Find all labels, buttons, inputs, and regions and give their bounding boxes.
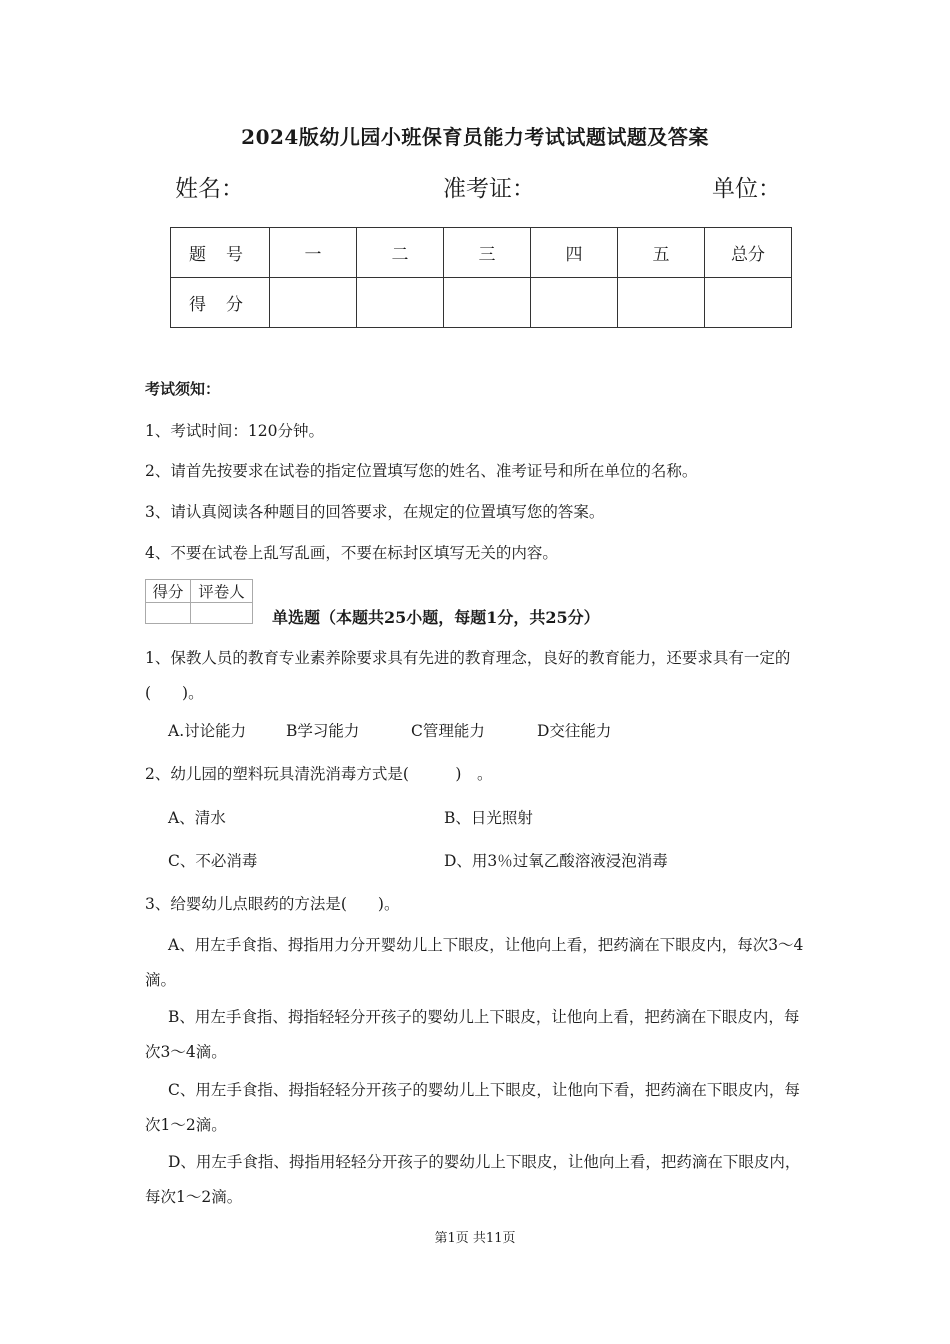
notes-item: 1、考试时间：120分钟。 <box>145 422 324 440</box>
score-header-cell: 二 <box>357 228 444 278</box>
score-input-cell[interactable] <box>705 278 792 328</box>
score-input-cell[interactable] <box>531 278 618 328</box>
q1-option-d: D交往能力 <box>537 722 612 740</box>
name-field-label: 姓名： <box>175 176 244 202</box>
q2-option-a: A、清水 <box>168 809 226 827</box>
q2-option-d: D、用3％过氧乙酸溶液浸泡消毒 <box>444 852 668 870</box>
exam-id-field-label: 准考证： <box>443 176 535 202</box>
q1-option-b: B学习能力 <box>286 722 360 740</box>
question-3-text: 3、给婴幼儿点眼药的方法是( )。 <box>145 895 400 913</box>
grader-score-cell[interactable] <box>146 603 191 624</box>
score-input-cell[interactable] <box>270 278 357 328</box>
grader-box <box>145 579 253 624</box>
grader-reviewer-cell[interactable] <box>191 603 253 624</box>
q3-option-c: C、用左手食指、拇指轻轻分开孩子的婴幼儿上下眼皮，让他向下看，把药滴在下眼皮内，每次1～2滴。 <box>145 1081 800 1134</box>
page-footer: 第1页 共11页 <box>434 1231 516 1246</box>
section-title: 单选题（本题共25小题，每题1分，共25分） <box>272 608 600 627</box>
unit-field-label: 单位： <box>712 176 781 202</box>
question-2-text: 2、幼儿园的塑料玩具清洗消毒方式是( ) 。 <box>145 765 493 783</box>
q3-option-d: D、用左手食指、拇指用轻轻分开孩子的婴幼儿上下眼皮，让他向上看，把药滴在下眼皮内，每次1～2滴。 <box>145 1153 801 1206</box>
score-header-cell: 总分 <box>705 228 792 278</box>
score-input-cell[interactable] <box>444 278 531 328</box>
score-header-cell: 一 <box>270 228 357 278</box>
q3-option-b: B、用左手食指、拇指轻轻分开孩子的婴幼儿上下眼皮，让他向上看，把药滴在下眼皮内，每次3～4滴。 <box>145 1008 800 1061</box>
score-table-score-row <box>171 278 792 328</box>
score-header-cell: 五 <box>618 228 705 278</box>
exam-title: 2024版幼儿园小班保育员能力考试试题试题及答案 <box>241 125 709 149</box>
score-input-cell[interactable] <box>618 278 705 328</box>
notes-item: 4、不要在试卷上乱写乱画，不要在标封区填写无关的内容。 <box>145 544 558 562</box>
score-header-cell: 题号 <box>171 228 270 278</box>
score-header-cell: 四 <box>531 228 618 278</box>
score-header-cell: 三 <box>444 228 531 278</box>
q2-option-b: B、日光照射 <box>444 809 533 827</box>
grader-reviewer-label: 评卷人 <box>191 580 253 603</box>
q1-option-c: C管理能力 <box>411 722 485 740</box>
score-table <box>170 227 792 328</box>
notes-item: 2、请首先按要求在试卷的指定位置填写您的姓名、准考证号和所在单位的名称。 <box>145 462 698 480</box>
score-row-label: 得分 <box>171 278 270 328</box>
q2-option-c: C、不必消毒 <box>168 852 258 870</box>
score-input-cell[interactable] <box>357 278 444 328</box>
q1-option-a: A.讨论能力 <box>168 722 247 740</box>
grader-score-label: 得分 <box>146 580 191 603</box>
score-table-header-row <box>171 228 792 278</box>
notes-heading: 考试须知： <box>145 380 221 398</box>
question-1-text: 1、保教人员的教育专业素养除要求具有先进的教育理念，良好的教育能力，还要求具有一定的( )。 <box>145 649 791 702</box>
notes-item: 3、请认真阅读各种题目的回答要求，在规定的位置填写您的答案。 <box>145 503 605 521</box>
q3-option-a: A、用左手食指、拇指用力分开婴幼儿上下眼皮，让他向上看，把药滴在下眼皮内，每次3～4滴。 <box>145 936 804 989</box>
